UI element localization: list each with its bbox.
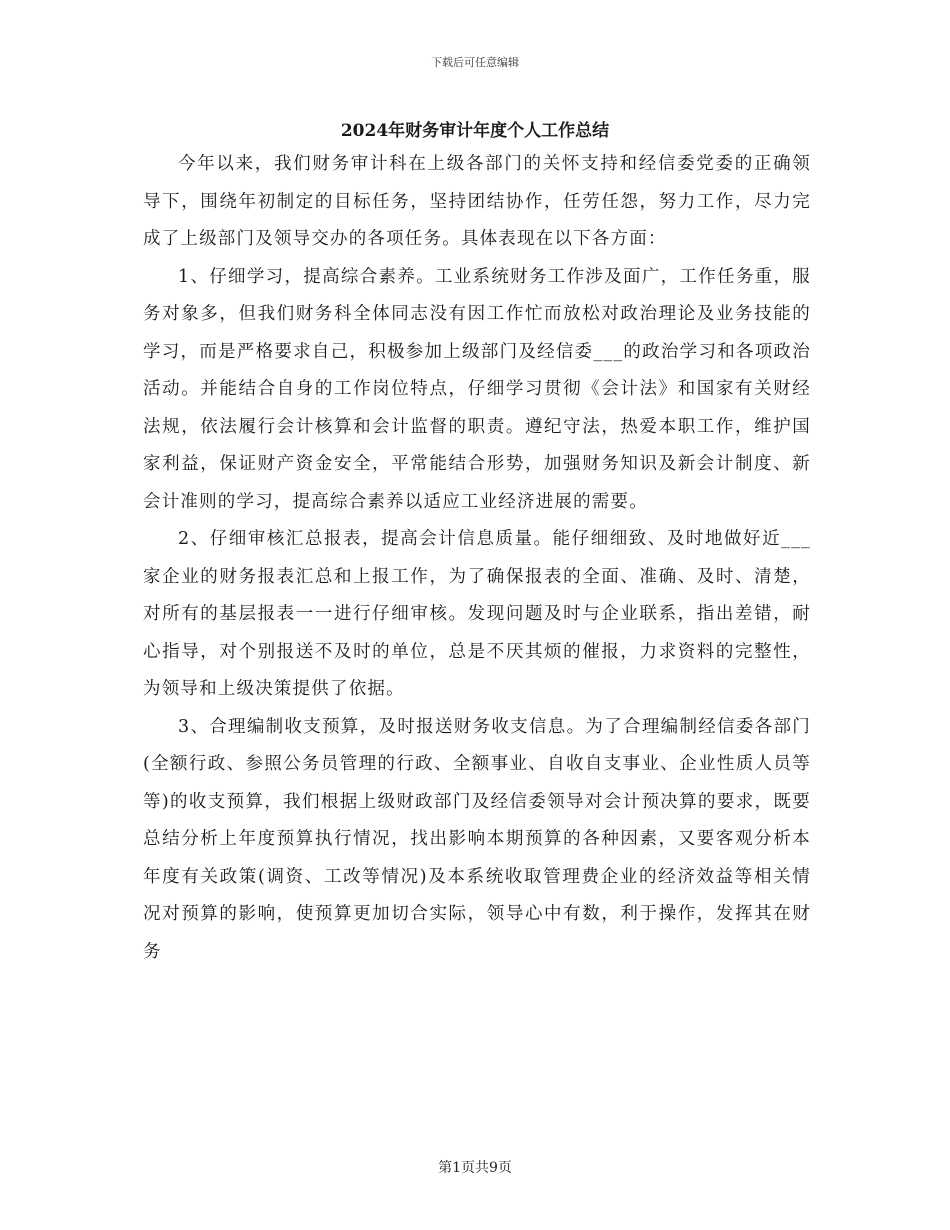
page-number: 第1页共9页 xyxy=(438,1160,512,1176)
paragraph-reports: 2、仔细审核汇总报表，提高会计信息质量。能仔细细致、及时地做好近___家企业的财务报表汇总和上报工作，为了确保报表的全面、准确、及时、清楚，对所有的基层报表一一进行仔细审核。发现问题及时与企业联系，指出差错，耐心指导，对个别报送不及时的单位，总是不厌其烦的催报，力求资料的完整性，为领导和上级决策提供了依据。 xyxy=(143,529,811,699)
paragraph-study: 1、仔细学习，提高综合素养。工业系统财务工作涉及面广，工作任务重，服务对象多，但我们财务科全体同志没有因工作忙而放松对政治理论及业务技能的学习，而是严格要求自己，积极参加上级部门及经信委___的政治学习和各项政治活动。并能结合自身的工作岗位特点，仔细学习贯彻《会计法》和国家有关财经法规，依法履行会计核算和会计监督的职责。遵纪守法，热爱本职工作，维护国家利益，保证财产资金安全，平常能结合形势，加强财务知识及新会计制度、新会计准则的学习，提高综合素养以适应工业经济进展的需要。 xyxy=(143,266,811,512)
document-body xyxy=(143,146,811,971)
header-note: 下载后可任意编辑 xyxy=(431,56,519,69)
paragraph-budget: 3、合理编制收支预算，及时报送财务收支信息。为了合理编制经信委各部门(全额行政、参照公务员管理的行政、全额事业、自收自支事业、企业性质人员等等)的收支预算，我们根据上级财政部门及经信委领导对会计预决算的要求，既要总结分析上年度预算执行情况，找出影响本期预算的各种因素，又要客观分析本年度有关政策(调资、工改等情况)及本系统收取管理费企业的经济效益等相关情况对预算的影响，使预算更加切合实际，领导心中有数，利于操作，发挥其在财务 xyxy=(143,716,811,962)
paragraph-intro: 今年以来，我们财务审计科在上级各部门的关怀支持和经信委党委的正确领导下，围绕年初制定的目标任务，坚持团结协作，任劳任怨，努力工作，尽力完成了上级部门及领导交办的各项任务。具体表现在以下各方面： xyxy=(143,154,811,249)
document-title: 2024年财务审计年度个人工作总结 xyxy=(340,121,610,141)
